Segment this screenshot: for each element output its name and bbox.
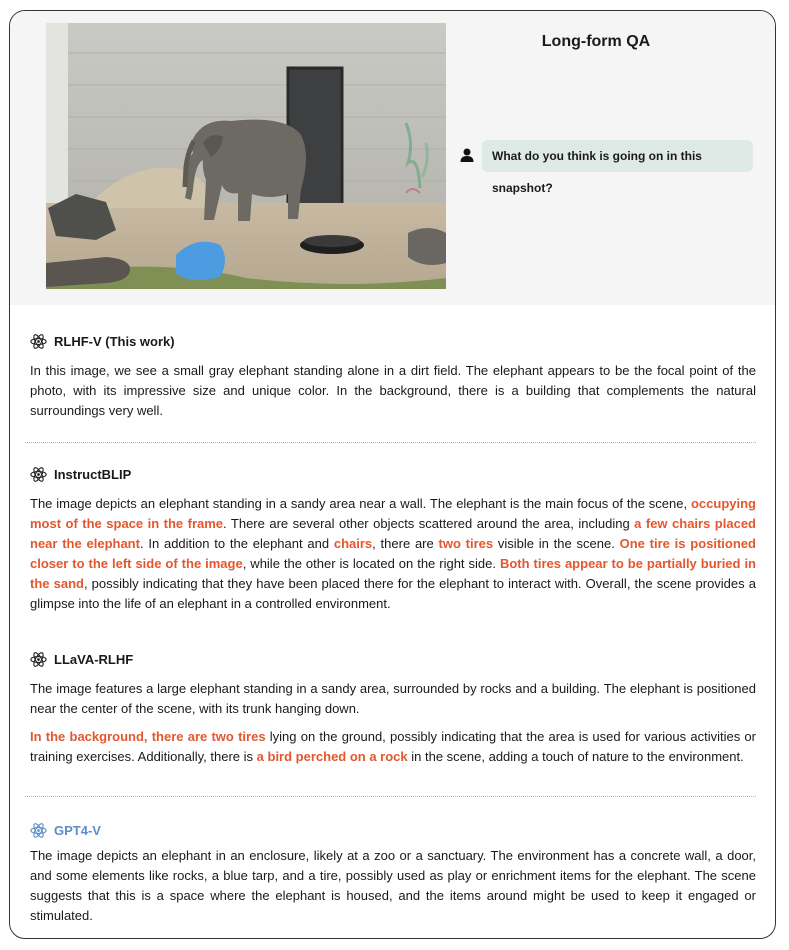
section-divider bbox=[25, 442, 756, 443]
answer-text: The image depicts an elephant standing in a sandy area near a wall. The elephant is the main focus of the scene, bbox=[30, 496, 691, 511]
hallucination-highlight: a few chairs placed near the elephant bbox=[30, 516, 756, 551]
section-instructblip bbox=[30, 464, 756, 614]
section-divider bbox=[25, 796, 756, 797]
model-answer bbox=[30, 846, 756, 926]
answer-text: . In addition to the elephant and bbox=[139, 536, 334, 551]
model-name: RLHF-V (This work) bbox=[54, 333, 175, 349]
question-bubble: What do you think is going on in this snapshot? bbox=[482, 140, 753, 172]
answer-paragraph bbox=[30, 846, 756, 926]
hallucination-highlight: In the background, there are two tires bbox=[30, 729, 266, 744]
model-name: GPT4-V bbox=[54, 822, 101, 838]
answer-paragraph bbox=[30, 727, 756, 767]
answer-text: . There are several other objects scattered around the area, including bbox=[223, 516, 635, 531]
hallucination-highlight: a bird perched on a rock bbox=[256, 749, 408, 764]
hallucination-highlight: One tire is positioned closer to the left side of the image bbox=[30, 536, 756, 571]
answer-text: lying on the ground, possibly indicating that the area is used for various activities or training exercises. Additionally, there is bbox=[30, 729, 756, 764]
hallucination-highlight: chairs bbox=[333, 536, 373, 551]
section-gpt4v bbox=[30, 820, 756, 926]
answer-text: , possibly indicating that they have been placed there for the elephant to interact with. Overall, the scene provides a glimpse into the life of an elephant in a controlled environment. bbox=[30, 576, 756, 611]
answer-text: The image features a large elephant standing in a sandy area, surrounded by rocks and a building. The elephant is positioned near the center of the scene, with its trunk hanging down. bbox=[30, 681, 756, 716]
model-name: InstructBLIP bbox=[54, 466, 132, 482]
hallucination-highlight: two tires bbox=[438, 536, 494, 551]
answer-text: in the scene, adding a touch of nature to the environment. bbox=[407, 749, 744, 764]
answer-paragraph bbox=[30, 679, 756, 719]
answer-text: , while the other is located on the right side. bbox=[242, 556, 500, 571]
model-answer bbox=[30, 361, 756, 421]
figure-frame bbox=[9, 10, 776, 939]
answer-text: In this image, we see a small gray elephant standing alone in a dirt field. The elephant appears to be the focal point of the photo, with its impressive size and unique color. In the background, there is a building that complements the natural surroundings very well. bbox=[30, 363, 756, 418]
elephant-photo bbox=[46, 23, 446, 289]
user-icon bbox=[459, 147, 475, 163]
header-panel bbox=[10, 11, 775, 305]
answer-text: The image depicts an elephant in an enclosure, likely at a zoo or a sanctuary. The environment has a concrete wall, a door, and some elements like rocks, a blue tarp, and a tire, possibly used as play or enrichment items for the elephant. The scene suggests that this is a space where the elephant is housed, and the items around might be used to keep it engaged or stimulated. bbox=[30, 848, 756, 923]
model-name: LLaVA-RLHF bbox=[54, 651, 134, 667]
panel-title: Long-form QA bbox=[541, 33, 651, 50]
hallucination-highlight: Both tires appear to be partially buried in the sand bbox=[30, 556, 756, 591]
answer-text: , there are bbox=[372, 536, 439, 551]
atom-icon bbox=[30, 651, 47, 668]
answer-paragraph bbox=[30, 494, 756, 614]
answer-text: visible in the scene. bbox=[493, 536, 620, 551]
hallucination-highlight: occupying most of the space in the frame bbox=[30, 496, 756, 531]
model-answer bbox=[30, 494, 756, 614]
section-rlhfv bbox=[30, 331, 756, 421]
atom-icon bbox=[30, 333, 47, 350]
atom-icon bbox=[30, 466, 47, 483]
answer-paragraph bbox=[30, 361, 756, 421]
atom-icon bbox=[30, 822, 47, 839]
section-llava-rlhf bbox=[30, 649, 756, 767]
model-answer bbox=[30, 679, 756, 767]
